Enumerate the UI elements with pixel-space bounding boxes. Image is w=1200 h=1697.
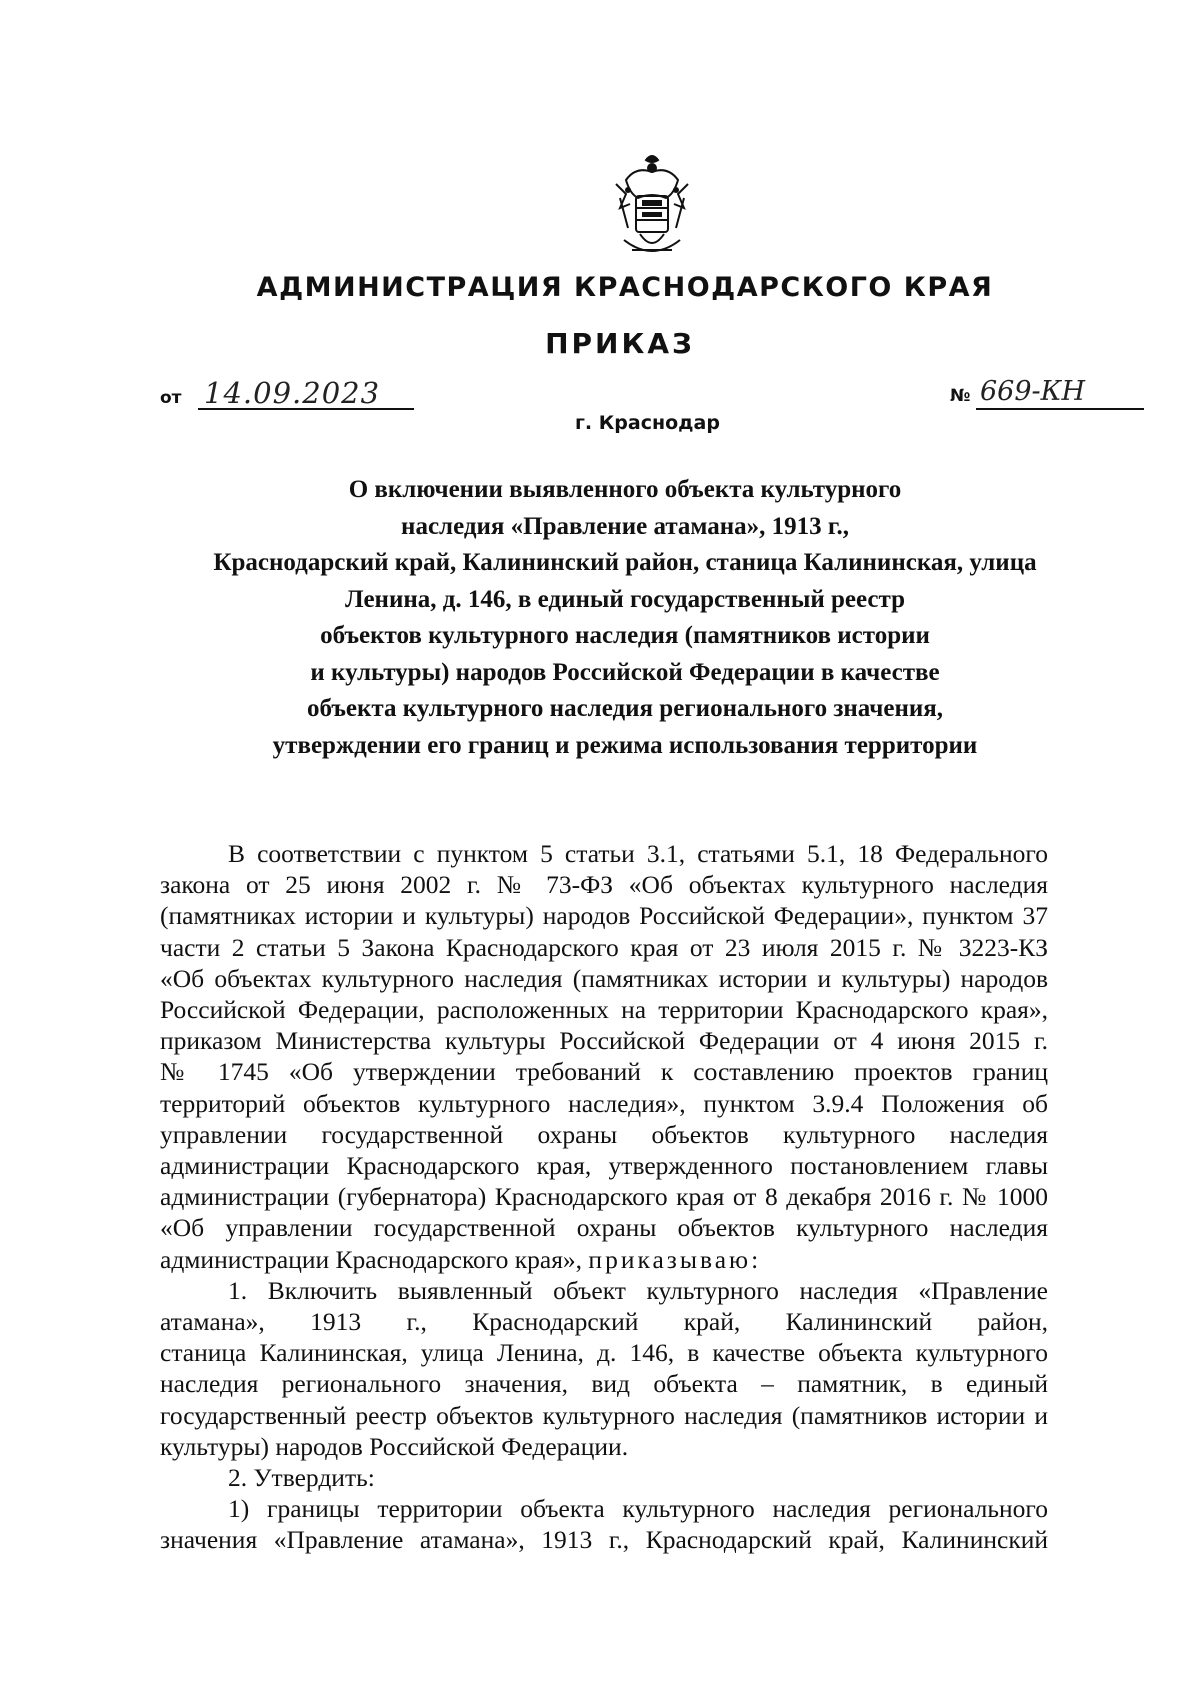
body-line: 1) границы территории объекта культурного наследия регионального [228, 1494, 1048, 1524]
subject-line: наследия «Правление атамана», 1913 г., [401, 512, 849, 540]
number-value: 669-КН [980, 376, 1086, 407]
body-line: значения «Правление атамана», 1913 г., Краснодарский край, Калининский [160, 1525, 1048, 1555]
body-line: № 1745 «Об утверждении требований к составлению проектов границ [160, 1057, 1048, 1087]
body-line: 2. Утвердить: [228, 1463, 375, 1493]
body-line: 1. Включить выявленный объект культурного наследия «Правление [228, 1275, 1048, 1305]
body-line: закона от 25 июня 2002 г. № 73-ФЗ «Об объектах культурного наследия [160, 870, 1048, 900]
subject-line: Краснодарский край, Калининский район, станица Калининская, улица [213, 549, 1037, 576]
body-line: Российской Федерации, расположенных на территории Краснодарского края», [160, 995, 1048, 1025]
preamble-end: администрации Краснодарского края», [160, 1244, 583, 1274]
body-line: культуры) народов Российской Федерации. [160, 1431, 629, 1461]
order-number [950, 376, 1150, 416]
body-line: «Об объектах культурного наследия (памятниках истории и культуры) народов [160, 963, 1048, 993]
subject-line: и культуры) народов Российской Федерации в качестве [310, 658, 940, 686]
date-prefix: от [160, 388, 182, 408]
subject-line: утверждении его границ и режима использования территории [272, 731, 978, 759]
order-subject [175, 472, 1075, 764]
date-value: 14.09.2023 [204, 376, 381, 410]
body-line: части 2 статьи 5 Закона Краснодарского края от 23 июля 2015 г. № 3223-КЗ [160, 932, 1048, 962]
body-line: управлении государственной охраны объектов культурного наследия [160, 1119, 1048, 1149]
document-type-title: ПРИКАЗ [545, 327, 695, 360]
subject-line: О включении выявленного объекта культурного [348, 476, 902, 503]
organization-title: АДМИНИСТРАЦИЯ КРАСНОДАРСКОГО КРАЯ [256, 272, 994, 303]
body-line: В соответствии с пунктом 5 статьи 3.1, статьями 5.1, 18 Федерального [228, 839, 1048, 868]
body-line [160, 1244, 1048, 1275]
subject-line: объекта культурного наследия регионального значения, [306, 695, 944, 722]
body-line: администрации (губернатора) Краснодарского края от 8 декабря 2016 г. № 1000 [160, 1182, 1048, 1212]
body-line: приказом Министерства культуры Российской Федерации от 4 июня 2015 г. [160, 1026, 1048, 1056]
body-line: администрации Краснодарского края, утвержденного постановлением главы [160, 1151, 1048, 1181]
number-underline [976, 408, 1144, 410]
number-prefix: № [950, 386, 971, 406]
order-body [160, 838, 1048, 1556]
coat-of-arms-emblem [606, 150, 698, 262]
body-line: (памятниках истории и культуры) народов Российской Федерации», пунктом 37 [160, 901, 1048, 931]
body-line: территорий объектов культурного наследия», пунктом 3.9.4 Положения об [160, 1088, 1048, 1118]
subject-line: Ленина, д. 146, в единый государственный реестр [345, 585, 905, 613]
body-line: «Об управлении государственной охраны объектов культурного наследия [160, 1213, 1048, 1243]
body-line: наследия регионального значения, вид объекта – памятник, в единый [160, 1369, 1048, 1399]
date-underline [198, 408, 414, 410]
city-label: г. Краснодар [575, 412, 720, 434]
body-line: государственный реестр объектов культурного наследия (памятников истории и [160, 1400, 1048, 1430]
body-line: атамана», 1913 г., Краснодарский край, Калининский район, [160, 1307, 1048, 1337]
order-date [160, 376, 460, 412]
subject-line: объектов культурного наследия (памятников истории [320, 622, 930, 649]
order-word: приказываю: [588, 1244, 762, 1274]
body-line: станица Калининская, улица Ленина, д. 146, в качестве объекта культурного [160, 1338, 1048, 1368]
